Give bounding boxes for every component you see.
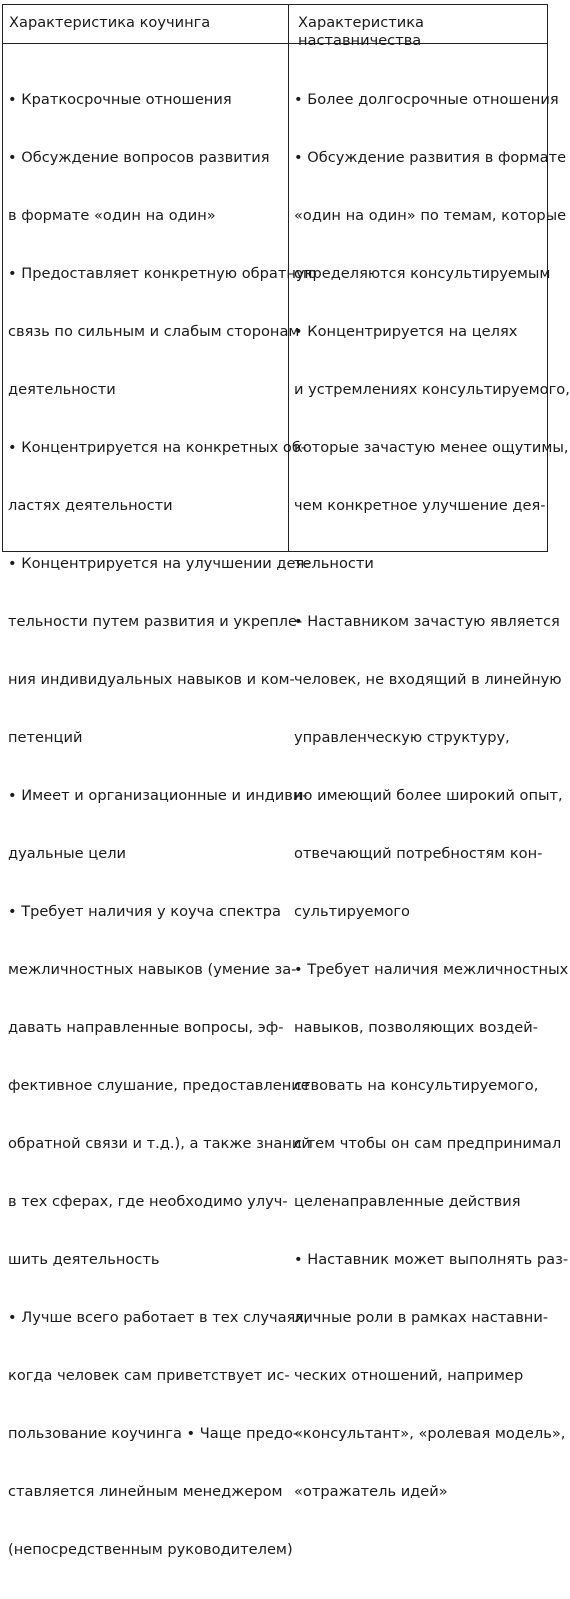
mentoring-line: управленческую структуру,	[294, 729, 510, 747]
coaching-line: когда человек сам приветствует ис-	[8, 1367, 290, 1385]
coaching-line: • Концентрируется на улучшении дея-	[8, 554, 310, 572]
mentoring-line: чем конкретное улучшение дея-	[294, 496, 546, 514]
coaching-line: ластях деятельности	[8, 496, 173, 514]
mentoring-line: • Наставник может выполнять раз-	[294, 1251, 569, 1269]
mentoring-line: тельности	[294, 554, 374, 572]
coaching-line: • Краткосрочные отношения	[8, 90, 232, 108]
coaching-line: шить деятельность	[8, 1251, 160, 1269]
coaching-line: • Обсуждение вопросов развития	[8, 148, 270, 166]
mentoring-line: определяются консультируемым	[294, 264, 551, 282]
coaching-column	[8, 51, 317, 1599]
mentoring-line: • Более долгосрочные отношения	[294, 90, 559, 108]
mentoring-line: «отражатель идей»	[294, 1483, 448, 1501]
coaching-line: в формате «один на один»	[8, 206, 216, 224]
mentoring-line: «консультант», «ролевая модель»,	[294, 1425, 566, 1443]
mentoring-line: • Наставником зачастую является	[294, 612, 560, 630]
mentoring-line: которые зачастую менее ощутимы,	[294, 438, 569, 456]
coaching-line: тельности путем развития и укрепле-	[8, 612, 303, 630]
mentoring-line: личные роли в рамках наставни-	[294, 1309, 549, 1327]
coaching-line: обратной связи и т.д.), а также знаний	[8, 1135, 311, 1153]
coaching-line: фективное слушание, предоставление	[8, 1077, 310, 1095]
mentoring-line: и устремлениях консультируемого,	[294, 380, 570, 398]
comparison-table	[2, 4, 570, 1559]
coaching-line: • Предоставляет конкретную обратную	[8, 264, 317, 282]
coaching-line: петенций	[8, 729, 83, 747]
mentoring-line: сультируемого	[294, 903, 410, 921]
mentoring-column	[294, 51, 570, 1540]
coaching-line: • Лучше всего работает в тех случаях,	[8, 1309, 309, 1327]
coaching-line: дуальные цели	[8, 845, 127, 863]
coaching-line: межличностных навыков (умение за-	[8, 961, 297, 979]
coaching-line: ставляется линейным менеджером	[8, 1483, 283, 1501]
header-mentoring: Характеристика наставничества	[298, 14, 424, 49]
coaching-line: • Требует наличия у коуча спектра	[8, 903, 281, 921]
mentoring-line: • Обсуждение развития в формате	[294, 148, 567, 166]
mentoring-line: ствовать на консультируемого,	[294, 1077, 539, 1095]
coaching-line: ния индивидуальных навыков и ком-	[8, 671, 295, 688]
mentoring-line: • Концентрируется на целях	[294, 322, 518, 340]
coaching-line: деятельности	[8, 380, 116, 398]
coaching-line: • Имеет и организационные и индиви-	[8, 787, 308, 805]
mentoring-line: с тем чтобы он сам предпринимал	[294, 1135, 562, 1153]
coaching-line: давать направленные вопросы, эф-	[8, 1019, 284, 1037]
header-coaching: Характеристика коучинга	[9, 14, 211, 31]
mentoring-line: отвечающий потребностям кон-	[294, 845, 543, 863]
coaching-line: в тех сферах, где необходимо улуч-	[8, 1193, 288, 1211]
mentoring-line: навыков, позволяющих воздей-	[294, 1019, 538, 1037]
mentoring-line: но имеющий более широкий опыт,	[294, 787, 563, 805]
coaching-line: (непосредственным руководителем)	[8, 1541, 293, 1559]
mentoring-line: «один на один» по темам, которые	[294, 206, 567, 224]
coaching-line: • Концентрируется на конкретных об-	[8, 438, 307, 456]
mentoring-line: человек, не входящий в линейную	[294, 671, 562, 688]
coaching-line: связь по сильным и слабым сторонам	[8, 322, 300, 340]
mentoring-line: • Требует наличия межличностных	[294, 961, 569, 979]
mentoring-line: целенаправленные действия	[294, 1193, 521, 1211]
mentoring-line: ческих отношений, например	[294, 1367, 524, 1385]
coaching-line: пользование коучинга • Чаще предо-	[8, 1425, 299, 1443]
